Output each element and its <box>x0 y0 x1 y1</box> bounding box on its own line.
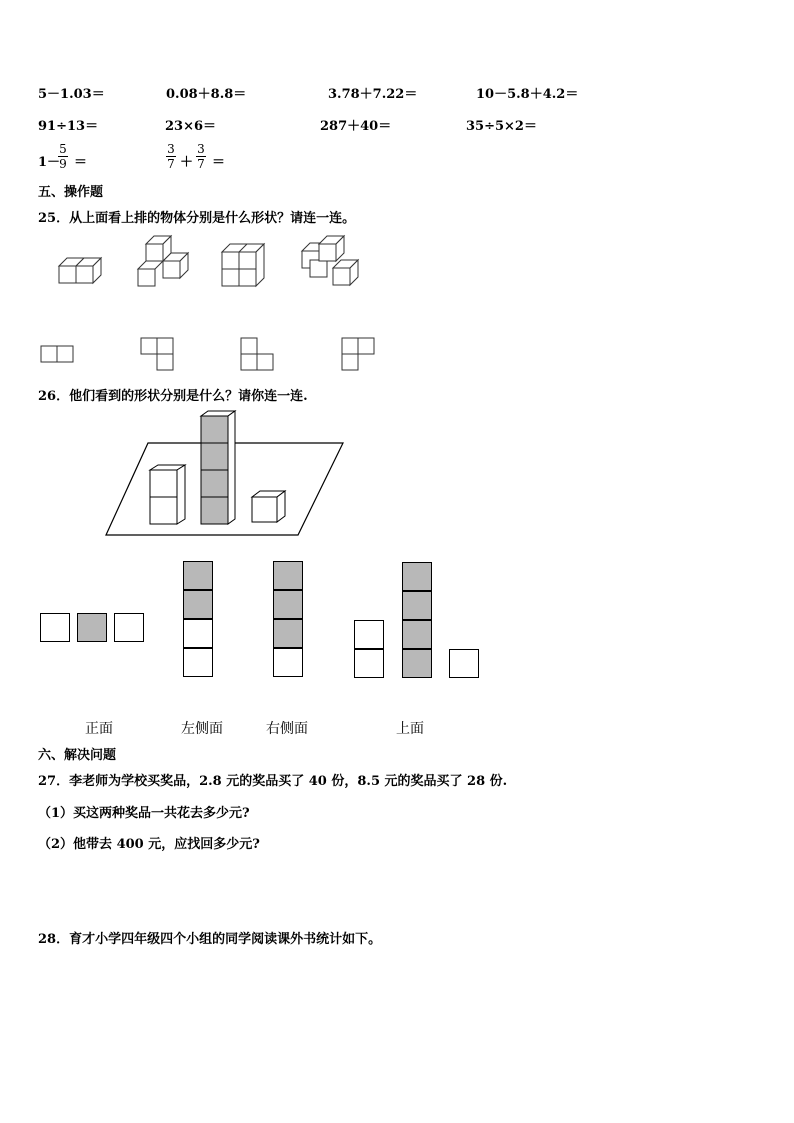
single-cube-right <box>252 491 285 522</box>
label-top-view: 上面 <box>396 721 424 737</box>
arith-1-3: 3.78＋7.22＝ <box>328 87 418 102</box>
view-option-1-square-2 <box>77 613 107 642</box>
numerator: 3 <box>167 142 175 156</box>
arith-1-4: 10－5.8＋4.2＝ <box>476 87 579 102</box>
q28-text: 28．育才小学四年级四个小组的同学阅读课外书统计如下。 <box>38 932 382 947</box>
view-option-2-square-2 <box>183 590 213 619</box>
frac-expr-b-equals: ＝ <box>212 155 226 170</box>
stack-tall-four-cubes <box>201 411 235 524</box>
view-option-3-square-3 <box>273 619 303 648</box>
q25-text: 25．从上面看上排的物体分别是什么形状？请连一连。 <box>38 211 356 226</box>
view-option-3-square-4 <box>273 648 303 677</box>
view-option-3-square-2 <box>273 590 303 619</box>
numerator: 5 <box>59 142 67 156</box>
view-option-4-col1-top <box>354 620 384 649</box>
arith-1-2: 0.08＋8.8＝ <box>166 87 247 102</box>
q26-text: 26．他们看到的形状分别是什么？请你连一连. <box>38 389 308 404</box>
label-right-view: 右侧面 <box>266 721 308 737</box>
view-option-1-square-1 <box>40 613 70 642</box>
denominator: 7 <box>167 157 175 171</box>
label-front-view: 正面 <box>85 721 113 737</box>
arith-2-1: 91÷13＝ <box>38 119 99 134</box>
numerator: 3 <box>197 142 205 156</box>
q27-sub-2: （2）他带去 400 元，应找回多少元? <box>38 837 260 852</box>
section-6-title: 六、解决问题 <box>38 748 117 763</box>
denominator: 9 <box>59 157 67 171</box>
view-option-4-col2-4 <box>402 649 432 678</box>
arith-2-2: 23×6＝ <box>165 119 217 134</box>
view-option-4-col2-3 <box>402 620 432 649</box>
view-option-4-col2-1 <box>402 562 432 591</box>
view-option-4-col3 <box>449 649 479 678</box>
label-left-view: 左侧面 <box>181 721 223 737</box>
view-option-4-col1-bottom <box>354 649 384 678</box>
view-option-2-square-3 <box>183 619 213 648</box>
q27-sub-1: （1）买这两种奖品一共花去多少元? <box>38 806 250 821</box>
arith-1-1: 5－1.03＝ <box>38 87 105 102</box>
denominator: 7 <box>197 157 205 171</box>
q27-text: 27．李老师为学校买奖品，2.8 元的奖品买了 40 份，8.5 元的奖品买了 28 份. <box>38 774 508 789</box>
view-option-3-square-1 <box>273 561 303 590</box>
view-option-2-square-4 <box>183 648 213 677</box>
frac-expr-a-prefix: 1－ <box>38 155 61 170</box>
view-option-4-col2-2 <box>402 591 432 620</box>
arith-2-4: 35÷5×2＝ <box>466 119 537 134</box>
view-option-1-square-3 <box>114 613 144 642</box>
frac-expr-b-plus: ＋ <box>180 155 194 170</box>
view-option-2-square-1 <box>183 561 213 590</box>
section-5-title: 五、操作题 <box>38 185 104 200</box>
stack-left-two-cubes <box>150 465 185 524</box>
frac-expr-a-equals: ＝ <box>74 155 88 170</box>
arith-2-3: 287＋40＝ <box>320 119 392 134</box>
